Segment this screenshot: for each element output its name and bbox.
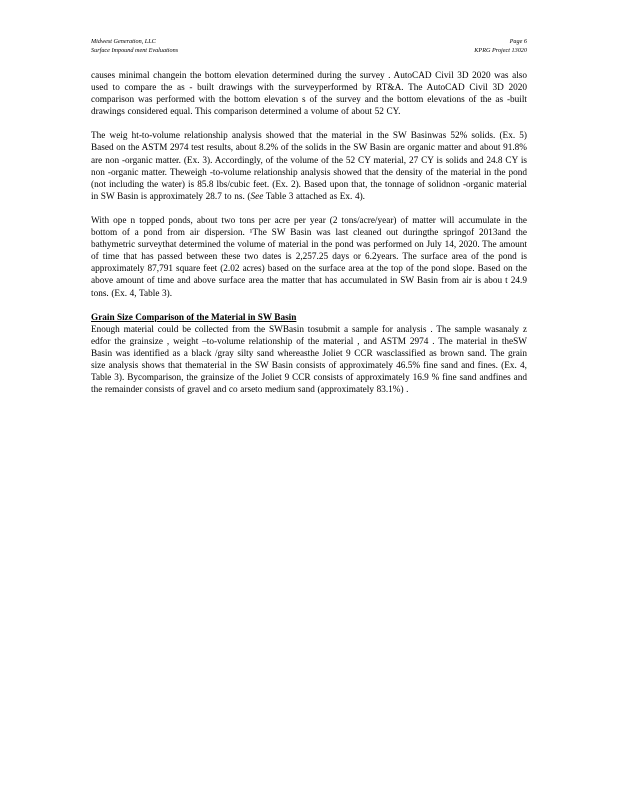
page-header	[91, 37, 527, 55]
paragraph-weight-volume-text: The weig ht-to-volume relationship analysis showed that the material in the SW Basinwas 52% solids. (Ex. 5) Based on the ASTM 2974 test results, about 8.2% of the solids in the SW Basin are organic matter and about 91.8% are non -organic matter. (Ex. 3). Accordingly, of the volume of the 52 CY material, 27 CY is solids and 24.8 CY is non -organic matter. Theweigh -to-volume relationship analysis showed that the density of the material in the pond (not including the water) is 85.8 lbs/cubic feet. (Ex. 2). Based upon that, the tonnage of solidnon -organic material in SW Basin is approximately 28.7 to ns.	[91, 131, 527, 202]
header-report-title: Surface Impound ment Evaluations	[91, 47, 179, 54]
header-row-2	[91, 46, 527, 55]
paragraph-volume-comparison: causes minimal changein the bottom elevation determined during the survey . AutoCAD Civil 3D 2020 was also used to compare the as - built drawings with the surveyperformed by RT&A. The AutoCAD Civil 3D 2020 comparison was performed with the bottom elevation s of the survey and the bottom elevations of the as -built drawings considered equal. This comparison determined a volume of about 52 CY.	[91, 71, 527, 118]
paragraph-weight-volume: The weig ht-to-volume relationship analysis showed that the material in the SW Basinwas 52% solids. (Ex. 5) Based on the ASTM 2974 test results, about 8.2% of the solids in the SW Basin are organic matter and about 91.8% are non -organic matter. (Ex. 3). Accordingly, of the volume of the 52 CY material, 27 CY is solids and 24.8 CY is non -organic matter. Theweigh -to-volume relationship analysis showed that the density of the material in the pond (not including the water) is 85.8 lbs/cubic feet. (Ex. 2). Based upon that, the tonnage of solidnon -organic material in SW Basin is approximately 28.7 to ns. (See Table 3 attached as Ex. 4).	[91, 131, 527, 202]
document-body	[91, 70, 527, 408]
see-reference: See	[250, 191, 264, 202]
paragraph-grain-size: Enough material could be collected from the SWBasin tosubmit a sample for analysis . The sample wasanaly z edfor the grainsize , weight –to-volume relationship of the material , and ASTM 2974 . The material in theSW Basin was identified as a black /gray silty sand whereasthe Joliet 9 CCR wasclassified as brown sand. The grain size analysis shows that thematerial in the SW Basin consists of approximately 46.5% fine sand and fines. (Ex. 4, Table 3). Bycomparison, the grainsize of the Joliet 9 CCR consists of approximately 16.9 % fine sand andfines and the remainder consists of gravel and co arseto medium sand (approximately 83.1%) .	[91, 324, 527, 396]
grain-size-section	[91, 312, 527, 397]
section-heading-grain-size: Grain Size Comparison of the Material in SW Basin	[91, 312, 297, 323]
paragraph-air-dispersion: With ope n topped ponds, about two tons per acre per year (2 tons/acre/year) of matter will accumulate in the bottom of a pond from air dispersion. ¹The SW Basin was last cleaned out duringthe springof 2013and the bathymetric surveythat determined the volume of material in the pond was performed on July 14, 2020. The amount of time that has passed between these two dates is 2,257.25 days or 6.2years. The surface area of the pond is approximately 87,791 square feet (2.02 acres) based on the surface area at the top of the pond slope. Based on the above amount of time and above surface area the matter that has accumulated in SW Basin from air is abou t 24.9 tons. (Ex. 4, Table 3).	[91, 215, 527, 299]
header-row-1	[91, 37, 527, 46]
header-project-number: KPRG Project 13020	[474, 47, 527, 54]
header-company: Midwest Generation, LLC	[91, 38, 156, 45]
header-page-number: Page 6	[509, 38, 527, 45]
table-reference-text: Table 3 attached as Ex. 4).	[263, 191, 365, 202]
